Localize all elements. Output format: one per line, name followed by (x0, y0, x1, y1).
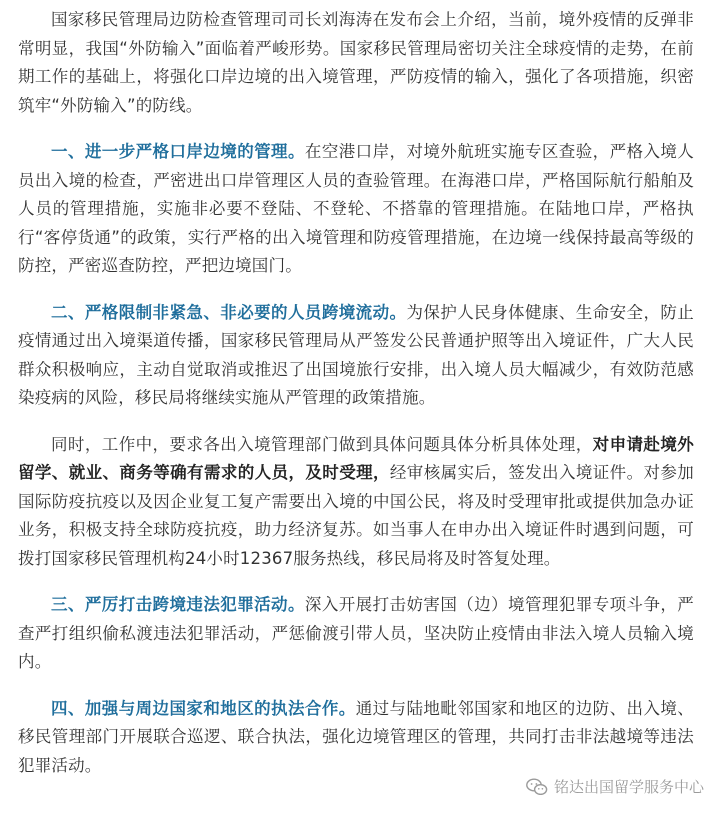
paragraph-intro (18, 6, 694, 120)
section-heading: 三、严厉打击跨境违法犯罪活动。 (51, 595, 305, 614)
wechat-icon (526, 778, 548, 796)
paragraph-section-3 (18, 591, 694, 677)
emphasis-text: 对申请赴境外留学、就业、商务等确有需求的人员，及时受理， (18, 434, 694, 482)
paragraph-text: 通过与陆地毗邻国家和地区的边防、出入境、移民管理部门开展联合巡逻、联合执法，强化边境管理区的管理，共同打击非法越境等违法犯罪活动。 (18, 698, 694, 775)
paragraph-section-2-detail (18, 431, 694, 574)
paragraph-lead-text: 同时，工作中，要求各出入境管理部门做到具体问题具体分析具体处理， (51, 434, 593, 454)
watermark-label: 铭达出国留学服务中心 (553, 778, 704, 796)
paragraph-text: 经审核属实后，签发出入境证件。对参加国际防疫抗疫以及因企业复工复产需要出入境的中国公民，将及时受理审批或提供加急办证业务，积极支持全球防疫抗疫，助力经济复苏。如当事人在申办出入境证件时遇到问题，可拨打国家移民管理机构24小时12367服务热线，移民局将及时答复处理。 (18, 463, 694, 568)
paragraph-text: 为保护人民身体健康、生命安全，防止疫情通过出入境渠道传播，国家移民管理局从严签发公民普通护照等出入境证件，广大人民群众积极响应，主动自觉取消或推迟了出国境旅行安排，出入境人员大幅减少，有效防范感染疫病的风险，移民局将继续实施从严管理的政策措施。 (18, 302, 694, 407)
article (18, 6, 694, 798)
paragraph-text: 深入开展打击妨害国（边）境管理犯罪专项斗争，严查严打组织偷私渡违法犯罪活动，严惩偷渡引带人员，坚决防止疫情由非法入境人员输入境内。 (18, 595, 694, 671)
paragraph-section-2 (18, 299, 694, 413)
paragraph-section-1 (18, 138, 694, 281)
paragraph-text: 在空港口岸，对境外航班实施专区查验，严格入境人员出入境的检查，严密进出口岸管理区人员的查验管理。在海港口岸，严格国际航行船舶及人员的管理措施，实施非必要不登陆、不登轮、不搭靠的管理措施。在陆地口岸，严格执行“客停货通”的政策，实行严格的出入境管理和防疫管理措施，在边境一线保持最高等级的防控，严密巡查防控，严把边境国门。 (18, 142, 694, 275)
paragraph-text: 国家移民管理局边防检查管理司司长刘海涛在发布会上介绍，当前，境外疫情的反弹非常明显，我国“外防输入”面临着严峻形势。国家移民管理局密切关注全球疫情的走势，在前期工作的基础上，将强化口岸边境的出入境管理，严防疫情的输入，强化了各项措施，织密筑牢“外防输入”的防线。 (18, 10, 694, 115)
section-heading: 四、加强与周边国家和地区的执法合作。 (51, 698, 356, 718)
section-heading: 二、严格限制非紧急、非必要的人员跨境流动。 (51, 302, 407, 322)
paragraph-section-4 (18, 695, 694, 781)
section-heading: 一、进一步严格口岸边境的管理。 (51, 142, 305, 161)
watermark (526, 776, 704, 797)
